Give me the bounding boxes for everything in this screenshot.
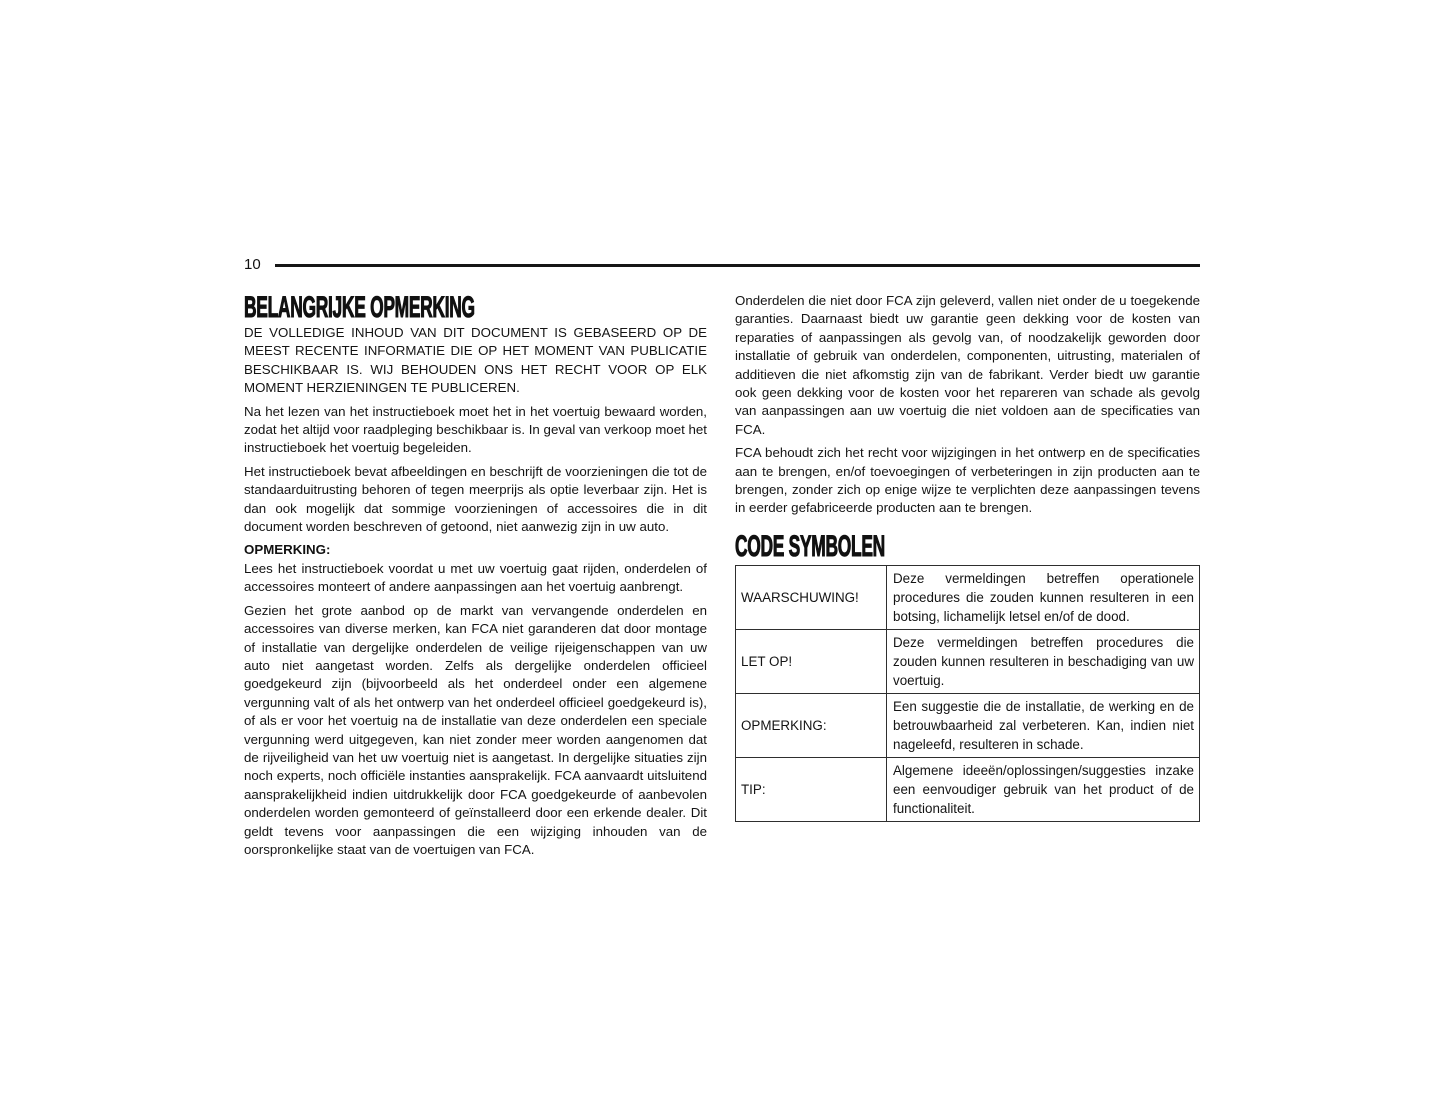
right-column (735, 288, 1200, 864)
cell-label: LET OP! (736, 629, 887, 693)
page-header (244, 257, 1200, 273)
section-heading-code-symbols (735, 527, 1200, 563)
cell-description: Een suggestie die de installatie, de werking en de betrouwbaarheid zal verbeteren. Kan, indien niet nageleefd, resulteren in schade. (887, 693, 1200, 757)
document-page (244, 257, 1200, 864)
paragraph-warranty: Onderdelen die niet door FCA zijn geleverd, vallen niet onder de u toegekende garanties. Daarnaast biedt uw garantie geen dekking voor de kosten van reparaties of aanpassingen als gevolg van, of noodzakelijk geworden door installatie of gebruik van onderdelen, componenten, uitrusting, materialen of additieven die niet afkomstig zijn van de fabrikant. Verder biedt uw garantie ook geen dekking voor de kosten voor het repareren van schade als gevolg van aanpassingen aan uw voertuig die niet voldoen aan de specificaties van FCA. (735, 293, 1200, 437)
header-rule (275, 264, 1200, 267)
paragraph-note-body: Lees het instructieboek voordat u met uw voertuig gaat rijden, onderdelen of accessoires monteert of andere aanpassingen aan het voertuig aanbrengt. (244, 560, 707, 595)
cell-description: Algemene ideeën/oplossingen/suggesties inzake een eenvoudiger gebruik van het product of de functionaliteit. (887, 757, 1200, 821)
note-heading: OPMERKING: (244, 542, 331, 558)
table-row-warning (736, 565, 1200, 629)
page-number: 10 (244, 256, 261, 273)
cell-label: WAARSCHUWING! (736, 565, 887, 629)
section-heading-text: BELANGRIJKE OPMERKING (244, 291, 475, 324)
paragraph-keep-manual: Na het lezen van het instructieboek moet het in het voertuig bewaard worden, zodat het altijd voor raadpleging beschikbaar is. In geval van verkoop moet het instructieboek het voertuig begeleiden. (244, 403, 707, 456)
table-row-caution (736, 629, 1200, 693)
code-symbols-table (735, 565, 1200, 822)
two-column-layout (244, 288, 1200, 864)
paragraph-features: Het instructieboek bevat afbeeldingen en beschrijft de voorzieningen die tot de standaarduitrusting behoren of tegen meerprijs als optie leverbaar zijn. Het is dan ook mogelijk dat sommige voorzieningen of accessoires die in dit document worden beschreven of getoond, niet aanwezig zijn in uw auto. (244, 463, 707, 535)
section-heading-text: CODE SYMBOLEN (735, 529, 885, 563)
section-heading-important-note (244, 288, 707, 324)
paragraph-design-changes: FCA behoudt zich het recht voor wijzigingen in het ontwerp en de specificaties aan te brengen, en/of toevoegingen of verbeteringen in zijn producten aan te brengen, zonder zich op enige wijze te verplichten deze aanpassingen tevens in eerder gefabriceerde producten aan te brengen. (735, 445, 1200, 516)
cell-label: OPMERKING: (736, 693, 887, 757)
paragraph-aftermarket: Gezien het grote aanbod op de markt van vervangende onderdelen en accessoires van diverse merken, kan FCA niet garanderen dat door montage of installatie van dergelijke onderdelen de veilige rijeigenschappen van uw auto niet aangetast worden. Zelfs als dergelijke onderdelen officieel goedgekeurd zijn (bijvoorbeeld als het onderdeel onder een algemene vergunning valt of als het ontwerp van het onderdeel officieel goedgekeurd is), of als er voor het voertuig na de installatie van deze onderdelen een speciale vergunning werd uitgegeven, kan niet zonder meer worden aangenomen dat de rijveiligheid van het uw voertuig niet is aangetast. In dergelijke situaties zijn noch experts, noch officiële instanties aansprakelijk. FCA aanvaardt uitsluitend aansprakelijkheid indien uitdrukkelijk door FCA goedgekeurde of aanbevolen onderdelen worden gemonteerd of geïnstalleerd door een erkende dealer. Dit geldt tevens voor aanpassingen die een wijziging inhouden van de oorspronkelijke staat van de voertuigen van FCA. (244, 602, 707, 857)
cell-label: TIP: (736, 757, 887, 821)
left-column (244, 288, 707, 864)
cell-description: Deze vermeldingen betreffen operationele procedures die zouden kunnen resulteren in een botsing, lichamelijk letsel en/of de dood. (887, 565, 1200, 629)
table-row-tip (736, 757, 1200, 821)
paragraph-caps-disclaimer: DE VOLLEDIGE INHOUD VAN DIT DOCUMENT IS GEBASEERD OP DE MEEST RECENTE INFORMATIE DIE OP HET MOMENT VAN PUBLICATIE BESCHIKBAAR IS. WIJ BEHOUDEN ONS HET RECHT VOOR OP ELK MOMENT HERZIENINGEN TE PUBLICEREN. (244, 325, 707, 396)
cell-description: Deze vermeldingen betreffen procedures die zouden kunnen resulteren in beschadiging van uw voertuig. (887, 629, 1200, 693)
table-row-note (736, 693, 1200, 757)
